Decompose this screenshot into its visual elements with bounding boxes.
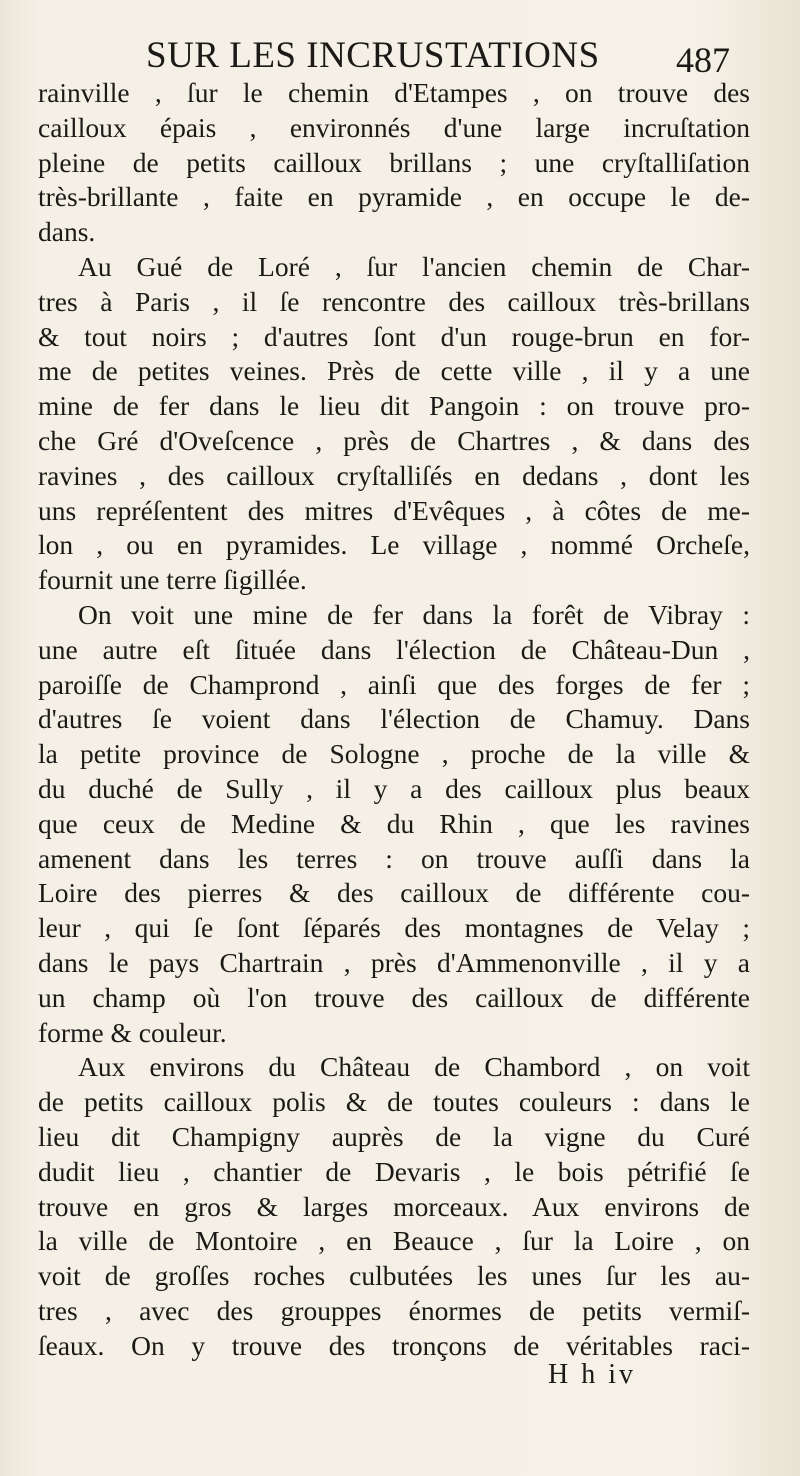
text-line: lieu dit Champigny auprès de la vigne du Curé — [38, 1120, 750, 1152]
text-line: fournit une terre ſigillée. — [38, 564, 307, 596]
text-line: uns repréſentent des mitres d'Evêques , à côtes de me- — [38, 494, 750, 526]
paragraph — [38, 1050, 750, 1363]
text-line: du duché de Sully , il y a des cailloux plus beaux — [38, 772, 750, 804]
text-line: che Gré d'Oveſcence , près de Chartres , & dans des — [38, 424, 750, 456]
paragraph — [38, 250, 750, 598]
text-line: ravines , des cailloux cryſtalliſés en dedans , dont les — [38, 459, 750, 491]
text-line: dudit lieu , chantier de Devaris , le bois pétrifié ſe — [38, 1155, 750, 1187]
text-line: forme & couleur. — [38, 1016, 227, 1048]
text-line: tres à Paris , il ſe rencontre des cailloux très-brillans — [38, 285, 750, 317]
text-line: On voit une mine de fer dans la forêt de Vibray : — [78, 598, 750, 630]
text-line: lon , ou en pyramides. Le village , nommé Orcheſe, — [38, 529, 750, 561]
text-line: rainville , ſur le chemin d'Etampes , on trouve des — [38, 77, 750, 108]
text-line: paroiſſe de Champrond , ainſi que des forges de fer ; — [38, 668, 750, 700]
text-line: dans. — [38, 216, 96, 248]
text-line: très-brillante , faite en pyramide , en occupe le de- — [38, 181, 750, 213]
text-line: une autre eſt ſituée dans l'élection de Château-Dun , — [38, 633, 750, 665]
text-line: de petits cailloux polis & de toutes couleurs : dans le — [38, 1086, 750, 1118]
text-line: me de petites veines. Près de cette ville , il y a une — [38, 355, 750, 387]
text-line: ſeaux. On y trouve des tronçons de véritables raci- — [38, 1329, 750, 1361]
text-line: Au Gué de Loré , ſur l'ancien chemin de Char- — [78, 250, 750, 282]
text-line: cailloux épais , environnés d'une large incruſtation — [38, 111, 750, 143]
text-line: Loire des pierres & des cailloux de différente cou- — [38, 877, 750, 909]
text-line: la petite province de Sologne , proche de la ville & — [38, 738, 750, 770]
text-line: que ceux de Medine & du Rhin , que les ravines — [38, 807, 750, 839]
text-line: Aux environs du Château de Chambord , on voit — [78, 1051, 750, 1083]
body-text — [38, 76, 750, 1363]
text-line: voit de groſſes roches culbutées les unes ſur les au- — [38, 1260, 750, 1292]
running-title: SUR LES INCRUSTATIONS — [146, 35, 600, 76]
text-line: la ville de Montoire , en Beauce , ſur la Loire , on — [38, 1225, 750, 1257]
signature-mark: H h iv — [548, 1359, 636, 1390]
paragraph — [38, 76, 750, 250]
text-line: leur , qui ſe ſont ſéparés des montagnes de Velay ; — [38, 912, 750, 944]
text-line: trouve en gros & larges morceaux. Aux environs de — [38, 1190, 750, 1222]
text-line: pleine de petits cailloux brillans ; une cryſtalliſation — [38, 146, 750, 178]
page-number: 487 — [676, 40, 730, 80]
text-line: d'autres ſe voient dans l'élection de Chamuy. Dans — [38, 703, 750, 735]
text-line: un champ où l'on trouve des cailloux de différente — [38, 981, 750, 1013]
text-line: tres , avec des grouppes énormes de petits vermiſ- — [38, 1294, 750, 1326]
text-line: amenent dans les terres : on trouve auſſi dans la — [38, 842, 750, 874]
text-line: mine de fer dans le lieu dit Pangoin : on trouve pro- — [38, 390, 750, 422]
text-line: & tout noirs ; d'autres ſont d'un rouge-brun en for- — [38, 320, 750, 352]
text-line: dans le pays Chartrain , près d'Ammenonville , il y a — [38, 946, 750, 978]
running-head — [0, 24, 800, 84]
paragraph — [38, 598, 750, 1050]
